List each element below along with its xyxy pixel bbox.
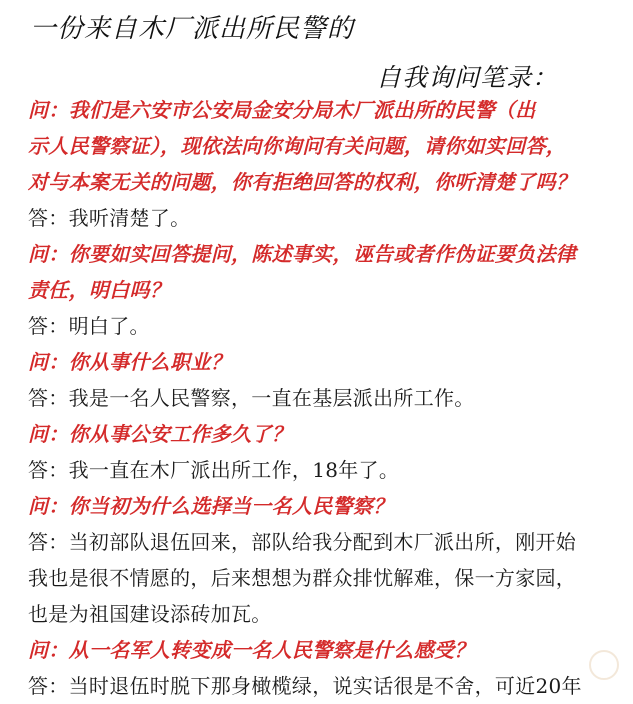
question-block — [28, 488, 628, 524]
answer-line: 我也是很不情愿的，后来想想为群众排忧解难，保一方家园， — [28, 566, 577, 590]
answer-block — [28, 524, 628, 632]
question-line: 责任，明白吗？ — [28, 278, 171, 302]
answer-line: 答：我是一名人民警察，一直在基层派出所工作。 — [28, 386, 475, 410]
answer-line: 答：当时退伍时脱下那身橄榄绿，说实话很是不舍，可近20年 — [28, 674, 582, 698]
question-line: 问：从一名军人转变成一名人民警察是什么感受？ — [28, 638, 475, 662]
question-line: 问：你当初为什么选择当一名人民警察？ — [28, 494, 394, 518]
question-block — [28, 344, 628, 380]
question-line: 问：你从事什么职业？ — [28, 350, 231, 374]
question-line: 问：我们是六安市公安局金安分局木厂派出所的民警（出 — [28, 98, 536, 122]
answer-block — [28, 308, 628, 344]
answer-line: 答：当初部队退伍回来，部队给我分配到木厂派出所，刚开始 — [28, 530, 577, 554]
question-line: 问：你要如实回答提问，陈述事实，诬告或者作伪证要负法律 — [28, 242, 577, 266]
answer-line: 答：我听清楚了。 — [28, 206, 191, 230]
answer-block — [28, 668, 628, 704]
document-title: 一份来自木厂派出所民警的 — [30, 14, 355, 44]
question-block — [28, 632, 628, 668]
question-line: 对与本案无关的问题，你有拒绝回答的权利，你听清楚了吗？ — [28, 170, 577, 194]
answer-line: 也是为祖国建设添砖加瓦。 — [28, 602, 272, 626]
question-line: 问：你从事公安工作多久了？ — [28, 422, 292, 446]
answer-line: 答：我一直在木厂派出所工作，18年了。 — [28, 458, 400, 482]
question-line: 示人民警察证），现依法向你询问有关问题，请你如实回答， — [28, 134, 567, 158]
answer-block — [28, 200, 628, 236]
question-block — [28, 92, 628, 200]
answer-block — [28, 380, 628, 416]
watermark-logo-icon — [589, 650, 619, 680]
question-block — [28, 416, 628, 452]
question-block — [28, 236, 628, 308]
answer-block — [28, 452, 628, 488]
document-subtitle: 自我询问笔录： — [376, 63, 559, 92]
answer-line: 答：明白了。 — [28, 314, 150, 338]
interview-transcript — [28, 92, 628, 704]
